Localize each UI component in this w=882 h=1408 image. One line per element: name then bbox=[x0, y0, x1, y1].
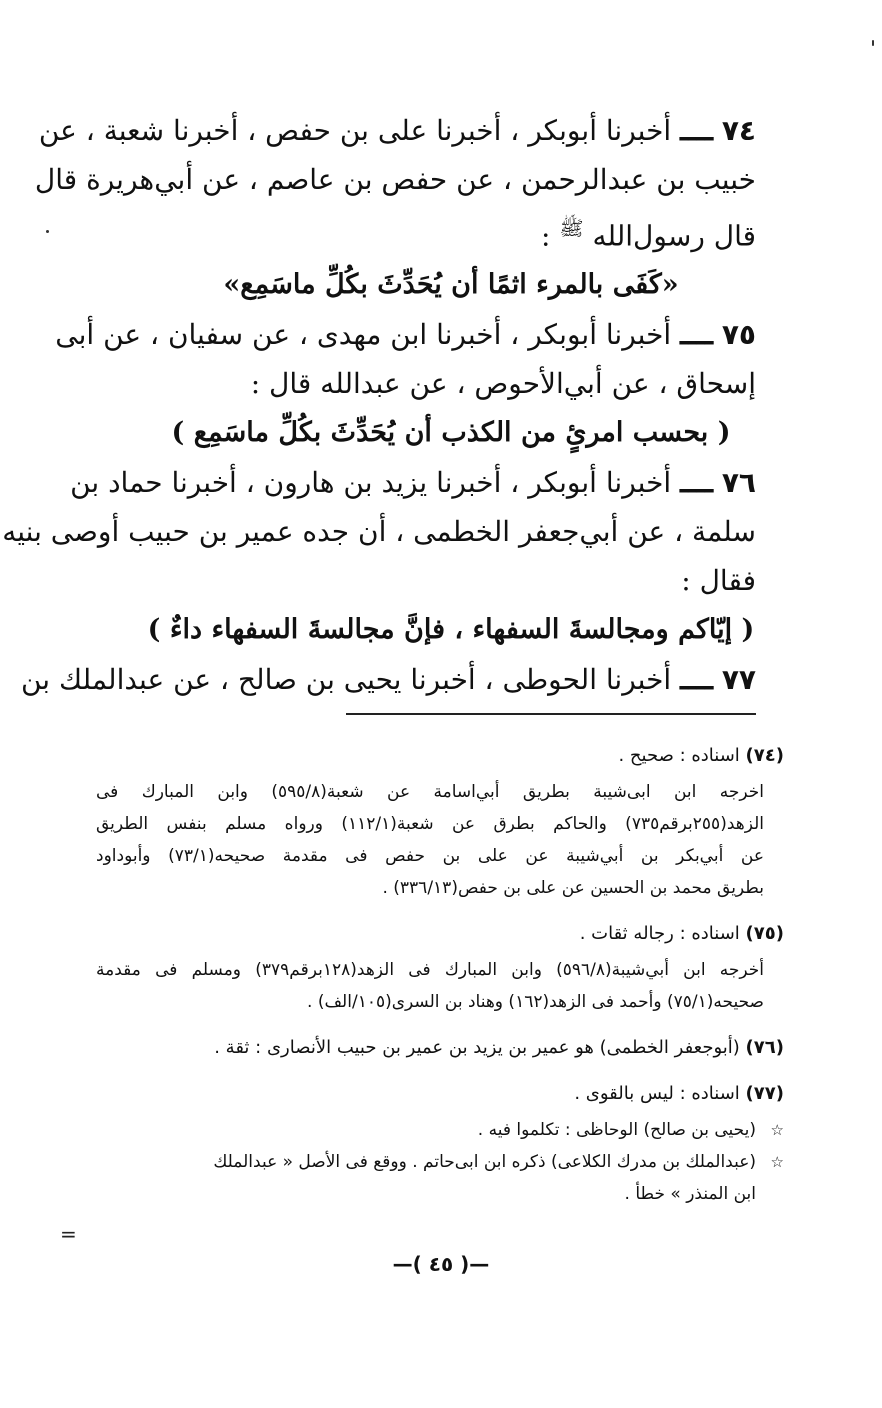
hadith-75-line-2: إسحاق ، عن أبي‌الأحوص ، عن عبدالله قال : bbox=[250, 367, 756, 401]
footnote-line: الزهد(٢٥٥برقم٧٣٥) والحاكم بطرق عن شعبة(١١٢/١) ورواه مسلم بنفس الطريق bbox=[96, 814, 764, 834]
hadith-text: أخبرنا الحوطى ، أخبرنا يحيى بن صالح ، عن عبدالملك بن bbox=[20, 663, 672, 697]
footnote-divider bbox=[346, 713, 756, 715]
footnote-ref: (٧٦) bbox=[745, 1037, 784, 1058]
hadith-dash: ــــ bbox=[680, 114, 713, 147]
footnote-76-heading bbox=[96, 1032, 784, 1064]
hadith-number: ٧٤ bbox=[721, 114, 756, 147]
scan-speck bbox=[872, 40, 874, 46]
hadith-dash: ــــ bbox=[680, 318, 713, 352]
footnote-ref: (٧٧) bbox=[745, 1083, 784, 1104]
footnote-77-heading bbox=[96, 1078, 784, 1110]
hadith-number: ٧٦ bbox=[721, 466, 756, 500]
hadith-75-quote: ( بحسب امرئٍ من الكذب أن يُحَدِّثَ بكُلِّ ماسَمِع ) bbox=[171, 417, 731, 449]
margin-mark: = bbox=[60, 1222, 77, 1246]
footnote-line: أخرجه ابن أبي‌شيبة(٥٩٦/٨) وابن المبارك فى الزهد(١٢٨برقم٣٧٩) ومسلم فى مقدمة bbox=[96, 960, 765, 980]
star-icon: ☆ bbox=[770, 1121, 784, 1139]
footnote-item-text: (عبدالملك بن مدرك الكلاعى) ذكره ابن ابى‌حاتم . ووقع فى الأصل « عبدالملك bbox=[213, 1152, 756, 1172]
footnote-line: اخرجه ابن ابى‌شيبة بطريق أبي‌اسامة عن شعبة(٥٩٥/٨) وابن المبارك فى bbox=[96, 782, 764, 802]
footnote-heading-text: (أبوجعفر الخطمى) هو عمير بن يزيد بن عمير بن حبيب الأنصارى : ثقة . bbox=[214, 1037, 740, 1058]
footnote-item-text: (يحيى بن صالح) الوحاظى : تكلموا فيه . bbox=[477, 1120, 756, 1140]
hadith-text: أخبرنا أبوبكر ، أخبرنا على بن حفص ، أخبرنا شعبة ، عن bbox=[38, 114, 672, 147]
hadith-74-line-3 bbox=[96, 204, 756, 260]
footnote-heading-text: اسناده : رجاله ثقات . bbox=[579, 923, 740, 944]
page-number: —( ٤٥ )— bbox=[392, 1252, 490, 1276]
hadith-74-line-1 bbox=[38, 106, 756, 155]
hadith-74-quote: «كَفَى بالمرء اثمًا أن يُحَدِّثَ بكُلِّ ماسَمِع» bbox=[223, 269, 679, 301]
footnote-line: صحيحه(٧٥/١) وأحمد فى الزهد(١٦٢) وهناد بن السرى(١٠٥/الف) . bbox=[307, 992, 764, 1012]
footnote-77-item-1 bbox=[96, 1114, 784, 1146]
salutation-ligature: ﷺ bbox=[559, 216, 584, 240]
footnote-ref: (٧٤) bbox=[745, 745, 784, 766]
hadith-dash: ــــ bbox=[680, 663, 713, 697]
footnote-75-heading bbox=[96, 918, 784, 950]
hadith-dash: ــــ bbox=[680, 466, 713, 500]
hadith-76-line-3: فقال : bbox=[681, 564, 756, 598]
main-text bbox=[2, 106, 756, 704]
footnote-heading-text: اسناده : صحيح . bbox=[618, 745, 740, 766]
hadith-76-line-2: سلمة ، عن أبي‌جعفر الخطمى ، أن جده عمير بن حبيب أوصى بنيه bbox=[2, 515, 756, 549]
hadith-text: قال رسول‌الله bbox=[592, 219, 756, 253]
footnote-77-item-2-continued: ابن المنذر » خطأ . bbox=[624, 1184, 756, 1204]
hadith-number: ٧٧ bbox=[721, 663, 756, 697]
footnote-ref: (٧٥) bbox=[745, 923, 784, 944]
star-icon: ☆ bbox=[770, 1153, 784, 1171]
hadith-text: أخبرنا أبوبكر ، أخبرنا ابن مهدى ، عن سفيان ، عن أبى bbox=[55, 318, 672, 352]
footnote-line: عن أبي‌بكر بن أبي‌شيبة عن على بن حفص فى مقدمة صحيحه(٧٣/١) وأبوداود bbox=[96, 846, 764, 866]
hadith-77-line-1 bbox=[20, 655, 756, 704]
footnote-heading-text: اسناده : ليس بالقوى . bbox=[574, 1083, 740, 1104]
footnote-74-heading bbox=[96, 740, 784, 772]
hadith-text: أخبرنا أبوبكر ، أخبرنا يزيد بن هارون ، أخبرنا حماد بن bbox=[70, 466, 672, 500]
hadith-number: ٧٥ bbox=[721, 318, 756, 352]
footnotes bbox=[96, 740, 784, 1210]
footnote-77-item-2 bbox=[96, 1146, 784, 1178]
hadith-text: : bbox=[541, 219, 551, 253]
hadith-76-line-1 bbox=[70, 458, 756, 507]
hadith-74-line-2: خبيب بن عبدالرحمن ، عن حفص بن عاصم ، عن أبي‌هريرة قال bbox=[34, 163, 756, 196]
hadith-75-line-1 bbox=[55, 310, 756, 359]
scan-speck bbox=[46, 230, 49, 233]
hadith-76-quote: ( إيّاكم ومجالسةَ السفهاء ، فإنَّ مجالسةَ السفهاء داءٌ ) bbox=[147, 614, 755, 646]
footnote-line: بطريق محمد بن الحسين عن على بن حفص(٣٣٦/١٣) . bbox=[382, 878, 764, 898]
